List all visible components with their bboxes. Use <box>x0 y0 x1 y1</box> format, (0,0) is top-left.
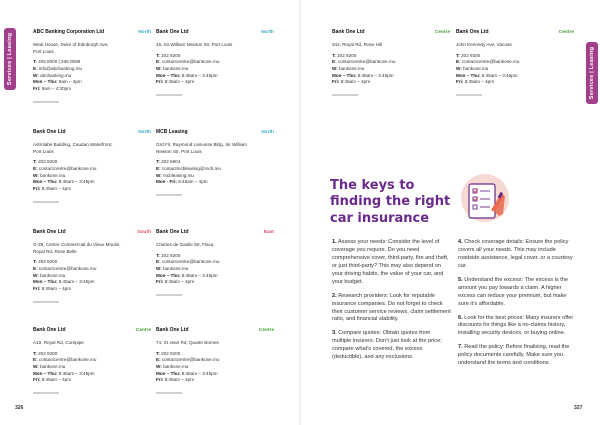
website <box>33 273 151 280</box>
hours-fri-value: 9am – 4:30pm <box>41 85 72 91</box>
tip-paragraph <box>332 239 451 287</box>
phone-value: 202 9200 <box>38 159 58 165</box>
card-header <box>156 29 274 37</box>
address-line: A10, Royal Rd, Curepipe <box>33 339 84 345</box>
hours-mon-fri <box>156 179 274 186</box>
hours-mon-thu-value: 8:45am – 3:45pm <box>481 72 518 78</box>
phone-label: T: <box>156 350 160 356</box>
website-label: W: <box>156 172 162 178</box>
section-tab-label: Services | Leasing <box>7 32 13 86</box>
tips-column-left <box>332 239 451 368</box>
website-label: W: <box>332 65 338 71</box>
email-label: E: <box>332 59 337 65</box>
email-label: E: <box>456 59 461 65</box>
region-badge: North <box>261 130 274 135</box>
region-badge: North <box>138 130 151 135</box>
website <box>33 364 151 371</box>
tip-number: 4. <box>458 239 463 245</box>
address-line: 342, Royal Rd, Rose Hill <box>332 41 383 47</box>
hours-fri <box>156 377 274 384</box>
bank-address <box>456 42 574 49</box>
hours-fri-label: Fri: <box>33 377 41 383</box>
website-value: bankone.mu <box>40 172 66 178</box>
website-value: bankone.mu <box>40 363 66 369</box>
tips-column-right <box>458 239 576 374</box>
hours-mon-thu-value: 8:45am – 3:45pm <box>181 370 218 376</box>
region-badge: North <box>138 30 151 35</box>
hours-fri <box>33 86 151 93</box>
bank-listing-card <box>456 29 574 96</box>
phone <box>332 53 450 60</box>
hours-mon-thu-label: Mon – Thu: <box>33 179 58 185</box>
phone-label: T: <box>33 159 37 165</box>
hours-mon-thu <box>33 79 151 86</box>
tip-paragraph <box>332 330 451 362</box>
email <box>33 66 151 73</box>
bank-listing-card <box>156 229 274 296</box>
bank-listing-card <box>33 229 151 303</box>
bank-listing-card <box>33 327 151 394</box>
hours-fri-value: 8:45am – 4pm <box>164 79 195 85</box>
bank-listing-card <box>156 29 274 96</box>
phone-label: T: <box>456 52 460 58</box>
email-label: E: <box>33 165 38 171</box>
address-line: Port Louis <box>33 148 54 154</box>
website <box>156 364 274 371</box>
bank-address <box>332 42 450 49</box>
bank-listing-card <box>33 29 151 103</box>
hours-mon-thu <box>156 73 274 80</box>
hours-mon-thu-value: 8:45am – 3:45pm <box>181 272 218 278</box>
website-value: abcbanking.mu <box>40 72 72 78</box>
section-tab-right <box>586 42 598 104</box>
address-line: G-29, Centre Commercial du Vieux Moulin, <box>33 241 121 247</box>
bank-name: Bank One Ltd <box>33 229 66 235</box>
article-headline: The keys to finding the right car insurance <box>330 178 451 226</box>
phone <box>156 253 274 260</box>
phone-label: T: <box>33 350 37 356</box>
email-value: contactcentre@bankone.mu <box>38 357 97 363</box>
hours-fri-label: Fri: <box>332 79 340 85</box>
address-line: Charles de Gaulle Str, Flacq <box>156 241 214 247</box>
hours-mon-thu <box>33 179 151 186</box>
hours-mon-thu-value: 8:45am – 3:45pm <box>58 279 95 285</box>
bank-address <box>33 340 151 347</box>
bank-name: Bank One Ltd <box>332 29 365 35</box>
phone-value: 202 9200 <box>337 52 357 58</box>
card-divider <box>332 94 358 96</box>
tip-paragraph <box>332 293 451 325</box>
hours-mon-thu-label: Mon – Thu: <box>456 72 481 78</box>
website <box>156 173 274 180</box>
website-value: bankone.mu <box>163 363 189 369</box>
hours-fri-value: 8:45am – 4pm <box>164 279 195 285</box>
hours-mon-thu-label: Mon – Thu: <box>33 79 58 85</box>
email-value: contactmcbleasing@mcb.mu <box>161 165 221 171</box>
bank-listing-card <box>156 129 274 196</box>
phone-value: 202 9200 <box>38 350 58 356</box>
phone <box>456 53 574 60</box>
tip-text: Assess your needs: Consider the level of coverage you require. Do you need comprehensive cover, third-party, fire and theft, or just third-party? This may also depend on your driving habits, the value of your car, and your budget. <box>332 239 449 285</box>
address-line: Astrolabe Building, Caudan Waterfront, <box>33 141 113 147</box>
phone <box>156 53 274 60</box>
address-line: Port Louis <box>33 48 54 54</box>
address-line: Weal House, Duke of Edinburgh Ave, <box>33 41 109 47</box>
hours-fri-label: Fri: <box>156 279 164 285</box>
hours-mon-thu <box>156 371 274 378</box>
card-divider <box>156 392 182 394</box>
phone-label: T: <box>156 52 160 58</box>
address-line: Grd Flr, Raymond Lamusse Bldg, Sir William <box>156 141 247 147</box>
hours-mon-thu-label: Mon – Thu: <box>156 72 181 78</box>
hours-mon-thu-label: Mon – Thu: <box>33 370 58 376</box>
hours-mon-thu-value: 8:45am – 3:45pm <box>58 179 95 185</box>
phone-label: T: <box>33 259 37 265</box>
card-header <box>332 29 450 37</box>
tip-text: Read the policy: Before finalising, read the policy documents carefully. Make sure you understand the terms and conditions. <box>458 344 570 367</box>
phone <box>156 159 274 166</box>
website-label: W: <box>33 363 39 369</box>
email-label: E: <box>156 59 161 65</box>
website-value: bankone.mu <box>339 65 365 71</box>
region-badge: North <box>261 30 274 35</box>
section-tab-label: Services | Leasing <box>589 46 595 100</box>
phone-label: T: <box>156 252 160 258</box>
card-header <box>33 229 151 237</box>
tip-number: 2. <box>332 292 337 299</box>
card-divider <box>33 392 59 394</box>
bank-listing-card <box>332 29 450 96</box>
card-header <box>33 29 151 37</box>
website-value: mcbleasing.mu <box>163 172 194 178</box>
address-line: Royal Rd, Rose Belle <box>33 248 77 254</box>
hours-mon-fri-label: Mon - Fri: <box>156 179 177 185</box>
hours-mon-thu <box>33 279 151 286</box>
phone <box>33 159 151 166</box>
hours-fri-label: Fri: <box>33 285 41 291</box>
hours-fri-value: 8:45am – 4pm <box>41 185 72 191</box>
card-divider <box>156 94 182 96</box>
card-divider <box>33 201 59 203</box>
hours-fri <box>156 279 274 286</box>
hours-fri <box>156 79 274 86</box>
phone-value: 202 5904 <box>161 159 181 165</box>
email <box>456 59 574 66</box>
region-badge: Centre <box>434 30 450 35</box>
website-label: W: <box>33 72 39 78</box>
hours-mon-thu-value: 8:45am – 3:45pm <box>58 370 95 376</box>
page-number-left: 326 <box>15 405 24 411</box>
card-divider <box>33 301 59 303</box>
phone-label: T: <box>332 52 336 58</box>
website-label: W: <box>156 363 162 369</box>
tip-number: 3. <box>332 330 337 337</box>
card-header <box>156 327 274 335</box>
bank-name: ABC Banking Corporation Ltd <box>33 29 105 35</box>
address-line: John Kennedy Ave, Vacoas <box>456 41 512 47</box>
website-label: W: <box>156 65 162 71</box>
region-badge: South <box>137 230 151 235</box>
website-label: W: <box>33 272 39 278</box>
phone <box>33 351 151 358</box>
hours-fri-value: 8:45am – 4pm <box>41 285 72 291</box>
email-label: E: <box>156 259 161 265</box>
email <box>156 357 274 364</box>
card-divider <box>456 94 482 96</box>
website <box>33 173 151 180</box>
phone-value: 202 9200 <box>161 52 181 58</box>
section-tab-left <box>4 28 16 90</box>
bank-address <box>33 242 151 255</box>
website-value: bankone.mu <box>463 65 489 71</box>
bank-listing-card <box>33 129 151 203</box>
phone <box>33 59 151 66</box>
tip-number: 7. <box>458 344 463 351</box>
tip-paragraph <box>458 344 576 368</box>
tip-number: 6. <box>458 314 463 321</box>
hours-fri-label: Fri: <box>156 377 164 383</box>
tip-paragraph <box>458 315 576 339</box>
bank-address <box>156 42 274 49</box>
card-divider <box>156 194 182 196</box>
bank-address <box>33 142 151 155</box>
website <box>156 66 274 73</box>
email-label: E: <box>156 357 161 363</box>
hours-fri-label: Fri: <box>456 79 464 85</box>
bank-name: Bank One Ltd <box>33 327 66 333</box>
email-label: E: <box>33 65 38 71</box>
email <box>156 259 274 266</box>
bank-address <box>33 42 151 55</box>
hours-fri <box>456 79 574 86</box>
email <box>156 59 274 66</box>
address-line: 16, Sir William Newton Str, Port Louis <box>156 41 233 47</box>
hours-fri <box>332 79 450 86</box>
phone-value: 202 9200 <box>161 350 181 356</box>
email-value: contactcentre@bankone.mu <box>38 265 97 271</box>
hours-mon-thu <box>332 73 450 80</box>
tip-number: 5. <box>458 276 463 283</box>
phone-value: 202 9200 <box>461 52 481 58</box>
hours-fri <box>33 377 151 384</box>
bank-name: Bank One Ltd <box>156 29 189 35</box>
bank-address <box>156 142 274 155</box>
region-badge: Centre <box>558 30 574 35</box>
hours-mon-thu-value: 8:45am – 3:45pm <box>357 72 394 78</box>
tip-paragraph <box>458 239 576 271</box>
region-badge: Centre <box>258 328 274 333</box>
card-divider <box>156 294 182 296</box>
phone-value: 206 8000 | 208 0088 <box>38 59 81 65</box>
email-label: E: <box>33 357 38 363</box>
bank-listing-card <box>156 327 274 394</box>
bank-name: Bank One Ltd <box>156 327 189 333</box>
phone-value: 202 9200 <box>161 252 181 258</box>
hours-mon-fri-value: 8:45am – 4pm <box>178 179 208 185</box>
phone-label: T: <box>156 159 160 165</box>
website-label: W: <box>156 265 162 271</box>
website <box>332 66 450 73</box>
email-value: contactcentre@bankone.mu <box>161 259 220 265</box>
card-header <box>33 129 151 137</box>
website-label: W: <box>456 65 462 71</box>
page-number-right: 327 <box>574 405 583 411</box>
hours-fri-value: 8:45am – 4pm <box>340 79 371 85</box>
bank-address <box>156 340 274 347</box>
bank-name: Bank One Ltd <box>456 29 489 35</box>
card-header <box>33 327 151 335</box>
hours-mon-thu-value: 9am – 4pm <box>58 79 82 85</box>
email <box>332 59 450 66</box>
hours-fri <box>33 186 151 193</box>
tip-paragraph <box>458 277 576 309</box>
hours-mon-thu <box>456 73 574 80</box>
website-value: bankone.mu <box>163 65 189 71</box>
hours-mon-thu-label: Mon – Thu: <box>156 272 181 278</box>
tip-text: Look for the best prices: Many insurers offer discounts for things like a no-claims history, installing security devices, or buying online. <box>458 314 574 337</box>
hours-fri-value: 8:45am – 4pm <box>41 377 72 383</box>
card-divider <box>33 101 59 103</box>
hours-fri-label: Fri: <box>33 185 41 191</box>
phone <box>156 351 274 358</box>
hours-mon-thu <box>156 273 274 280</box>
email-value: contactcentre@bankone.mu <box>161 59 220 65</box>
website-label: W: <box>33 172 39 178</box>
region-badge: Centre <box>135 328 151 333</box>
hours-mon-thu-label: Mon – Thu: <box>33 279 58 285</box>
address-line: Newton Str, Port Louis <box>156 148 202 154</box>
email-value: info@abcbanking.mu <box>38 65 83 71</box>
tip-text: Compare quotes: Obtain quotes from multiple insurers. Don’t just look at the price; compare what’s covered, the excess (deductible), and any exclusions. <box>332 330 442 361</box>
region-badge: East <box>263 230 274 235</box>
website <box>456 66 574 73</box>
email <box>33 357 151 364</box>
phone-value: 202 9200 <box>38 259 58 265</box>
email <box>33 166 151 173</box>
tip-text: Understand the excess: The excess is the amount you pay towards a claim. A higher excess can reduce your premium, but make sure it’s affordable. <box>458 276 568 307</box>
tip-text: Research providers: Look for reputable insurance companies. Do not forget to check their customer service reviews, claim settlement ratio, and financial stability. <box>332 292 451 323</box>
hours-fri-label: Fri: <box>156 79 164 85</box>
website-value: bankone.mu <box>40 272 66 278</box>
hours-mon-thu-label: Mon – Thu: <box>156 370 181 376</box>
email-label: E: <box>156 165 161 171</box>
website <box>33 73 151 80</box>
hours-fri-value: 8:45am – 4pm <box>464 79 495 85</box>
phone-label: T: <box>33 59 37 65</box>
email-value: contactcentre@bankone.mu <box>461 59 520 65</box>
email-label: E: <box>33 265 38 271</box>
page-gutter <box>299 0 301 425</box>
bank-name: MCB Leasing <box>156 129 188 135</box>
phone <box>33 259 151 266</box>
hours-fri <box>33 286 151 293</box>
hours-mon-thu-value: 8:45am – 3:45pm <box>181 72 218 78</box>
tip-text: Check coverage details: Ensure the policy covers all your needs. This may include roadside assistance, legal cover, or a courtesy car. <box>458 239 573 269</box>
bank-address <box>156 242 274 249</box>
website-value: bankone.mu <box>163 265 189 271</box>
hours-fri-value: 8:45am – 4pm <box>164 377 195 383</box>
website <box>156 266 274 273</box>
hours-mon-thu <box>33 371 151 378</box>
email-value: contactcentre@bankone.mu <box>38 165 97 171</box>
bank-name: Bank One Ltd <box>156 229 189 235</box>
email-value: contactcentre@bankone.mu <box>161 357 220 363</box>
card-header <box>456 29 574 37</box>
card-header <box>156 229 274 237</box>
bank-name: Bank One Ltd <box>33 129 66 135</box>
email-value: contactcentre@bankone.mu <box>337 59 396 65</box>
checklist-illustration-icon <box>455 170 511 226</box>
email <box>33 266 151 273</box>
card-header <box>156 129 274 137</box>
tip-number: 1. <box>332 239 337 245</box>
hours-mon-thu-label: Mon – Thu: <box>332 72 357 78</box>
email <box>156 166 274 173</box>
hours-fri-label: Fri: <box>33 85 41 91</box>
address-line: 74, St Jean Rd, Quatre Bornes <box>156 339 219 345</box>
